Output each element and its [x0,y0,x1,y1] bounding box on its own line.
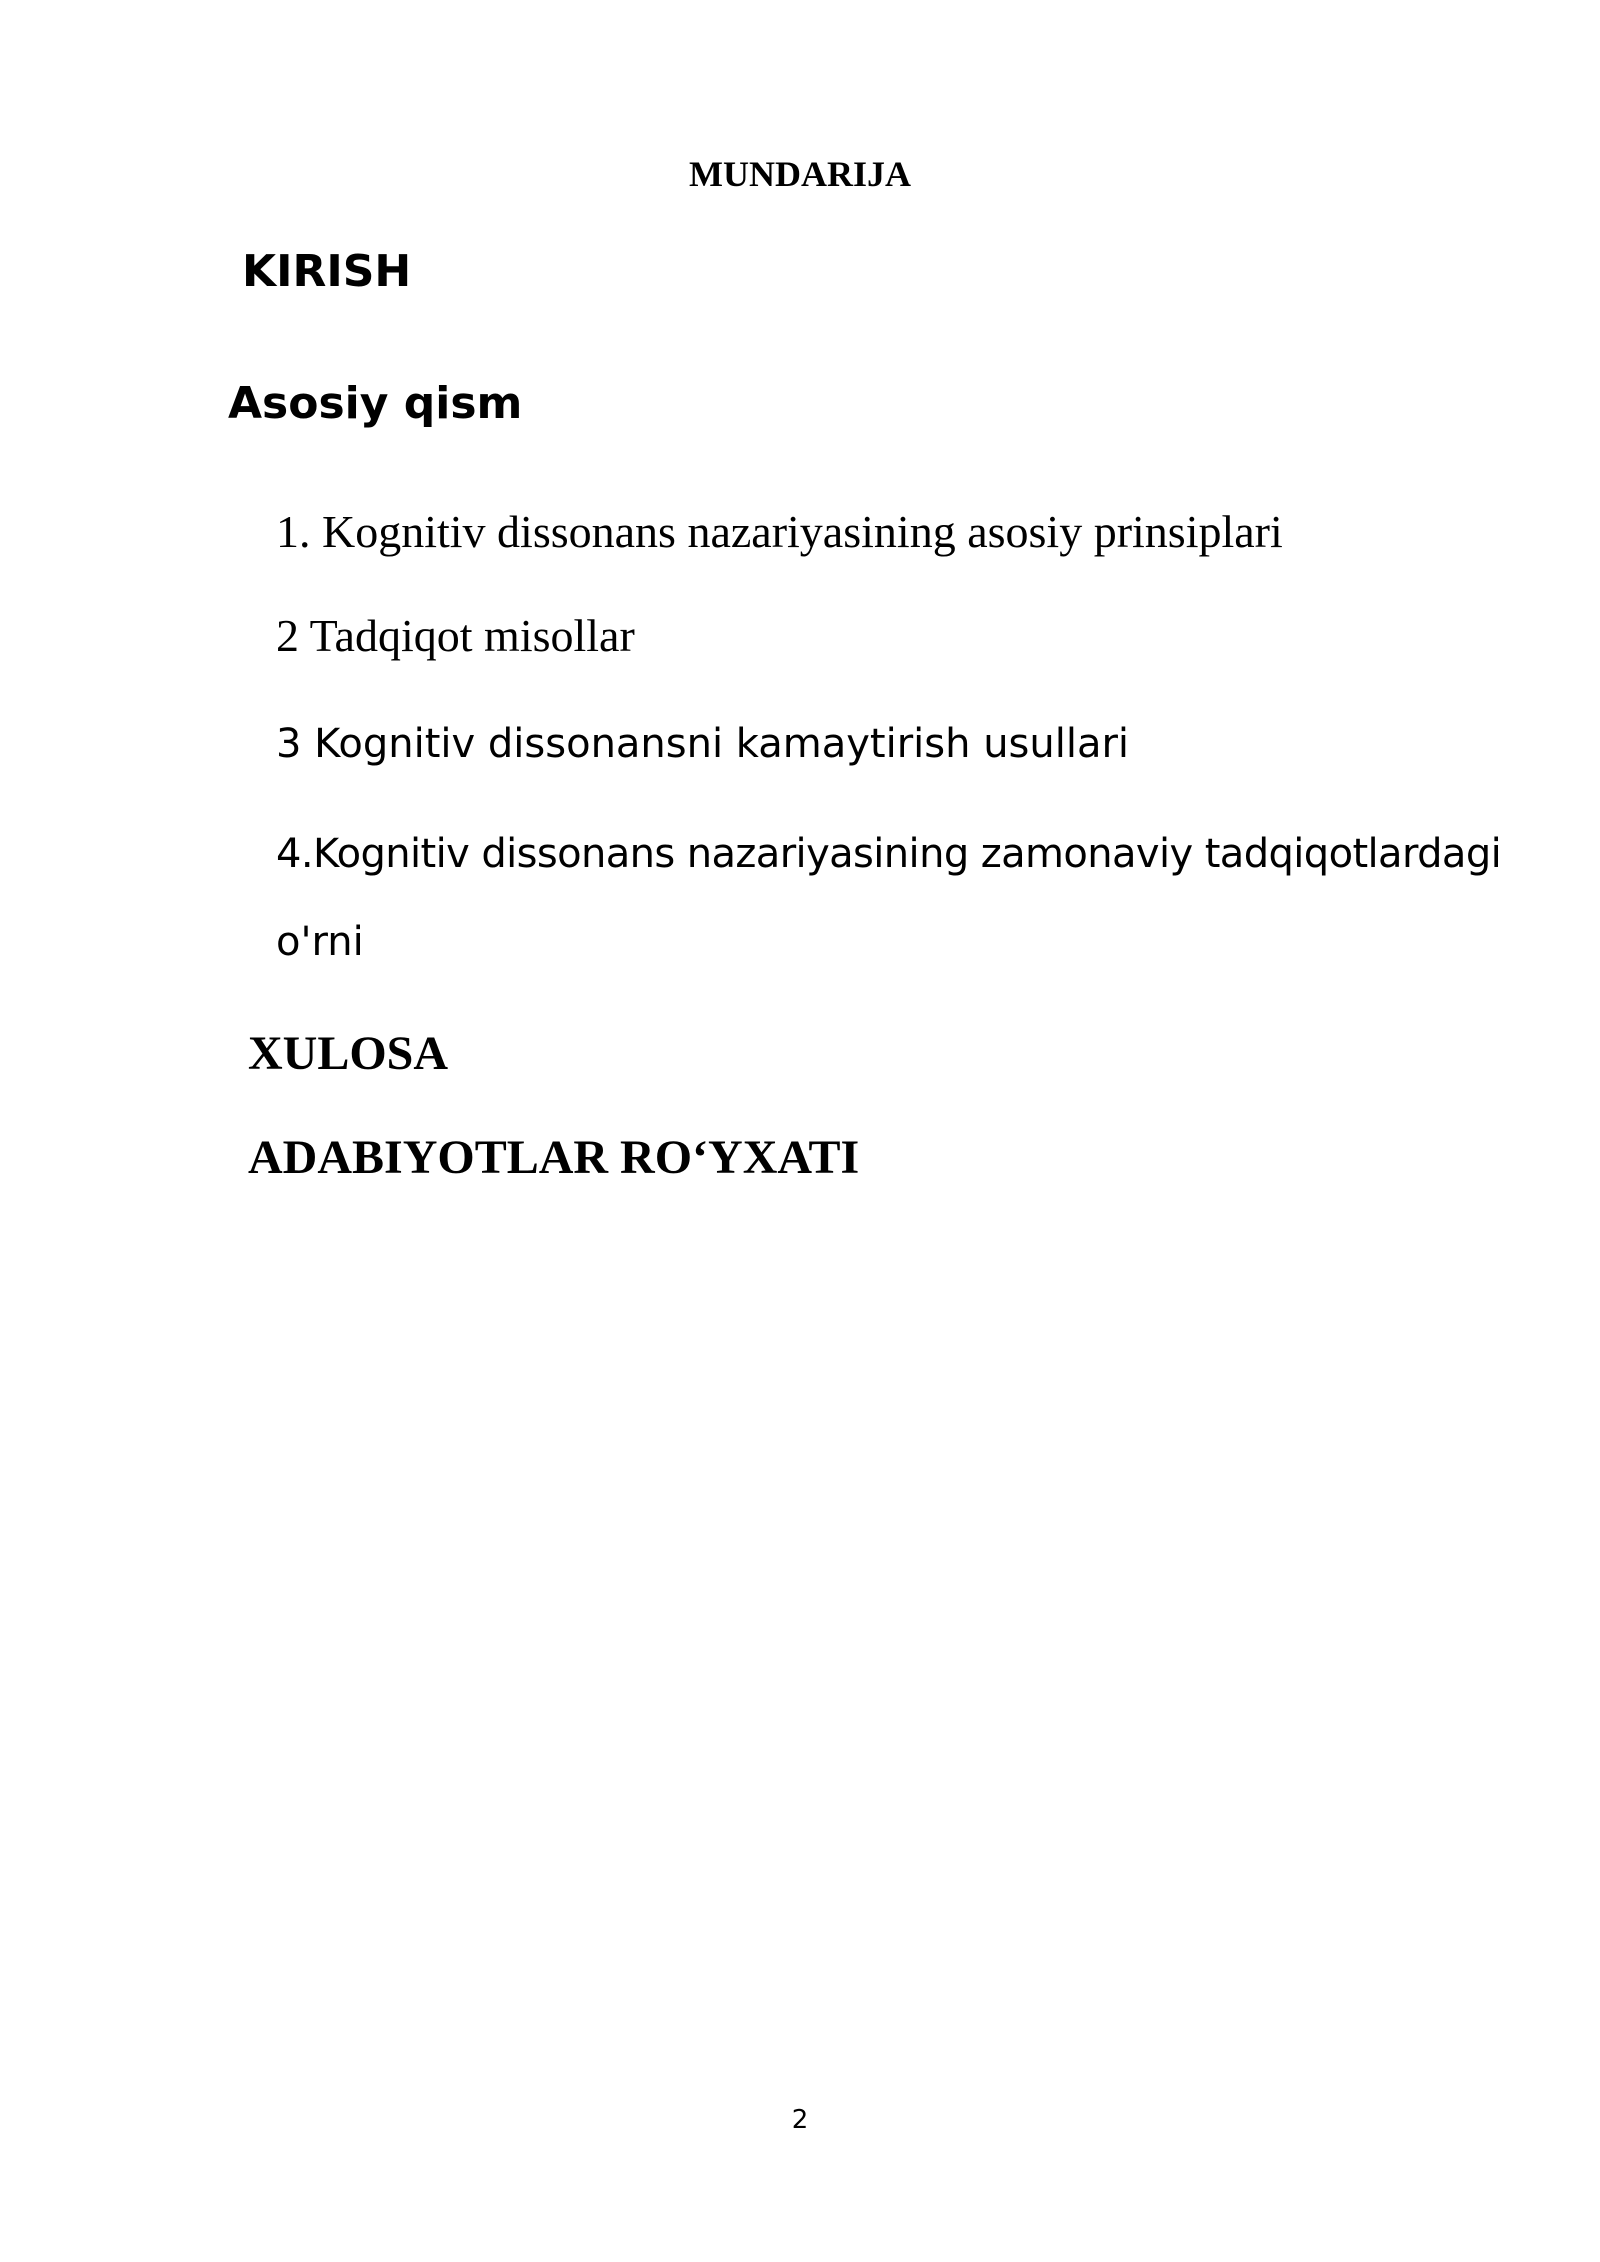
toc-entry-xulosa: XULOSA [248,1027,449,1080]
toc-entry-item-4-line-2: o'rni [276,919,364,965]
toc-entry-item-3: 3 Kognitiv dissonansni kamaytirish usullari [276,721,1130,767]
page-number: 2 [791,2105,809,2135]
toc-title: MUNDARIJA [689,154,911,194]
toc-entry-item-2: 2 Tadqiqot misollar [276,610,635,661]
toc-entry-item-4-line-1: 4.Kognitiv dissonans nazariyasining zamonaviy tadqiqotlardagi [276,831,1502,877]
toc-entry-item-1: 1. Kognitiv dissonans nazariyasining asosiy prinsiplari [276,506,1283,557]
toc-entry-kirish: KIRISH [242,246,412,297]
toc-entry-adabiyotlar: ADABIYOTLAR RO‘YXATI [248,1131,860,1184]
toc-entry-asosiy-qism: Asosiy qism [228,378,523,429]
